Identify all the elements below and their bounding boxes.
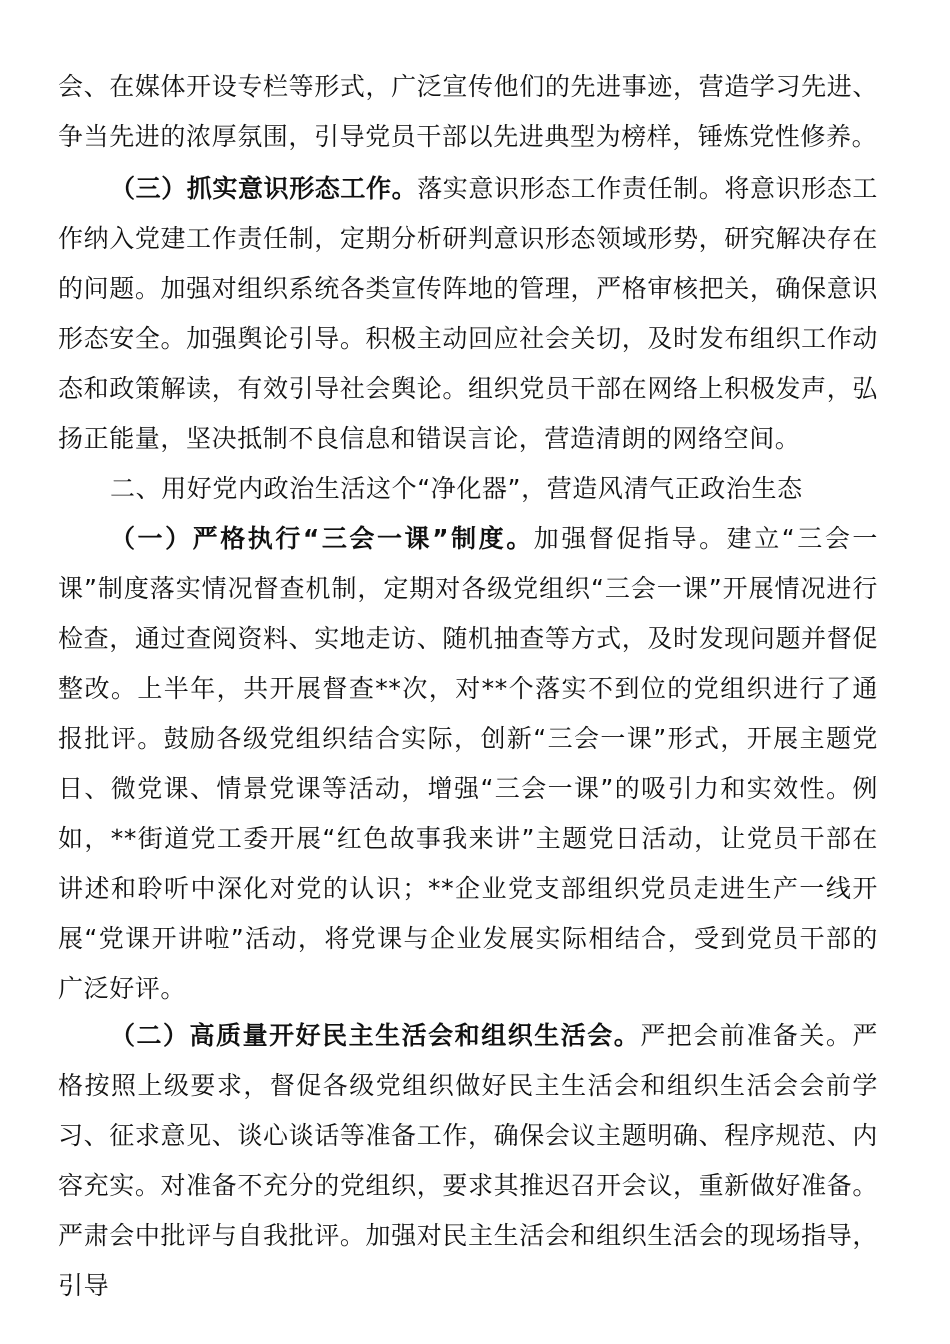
paragraph-democratic-life-meeting [58,1011,878,1311]
paragraph-heading: （二）高质量开好民主生活会和组织生活会。 [110,1021,641,1050]
section-heading-text: 二、用好党内政治生活这个“净化器”，营造风清气正政治生态 [110,474,803,503]
paragraph-three-meetings [58,514,878,1014]
paragraph-text: 严把会前准备关。严格按照上级要求，督促各级党组织做好民主生活会和组织生活会会前学习、征求意见、谈心谈话等准备工作，确保会议主题明确、程序规范、内容充实。对准备不充分的党组织，要求其推迟召开会议，重新做好准备。严肃会中批评与自我批评。加强对民主生活会和组织生活会的现场指导，引导 [58,1021,878,1300]
paragraph-heading: （一）严格执行“三会一课”制度。 [110,524,534,553]
section-heading-two [58,464,878,514]
paragraph-heading: （三）抓实意识形态工作。 [110,174,418,203]
paragraph-continuation [58,62,878,162]
paragraph-text: 加强督促指导。建立“三会一课”制度落实情况督查机制，定期对各级党组织“三会一课”开展情况进行检查，通过查阅资料、实地走访、随机抽查等方式，及时发现问题并督促整改。上半年，共开展督查**次，对**个落实不到位的党组织进行了通报批评。鼓励各级党组织结合实际，创新“三会一课”形式，开展主题党日、微党课、情景党课等活动，增强“三会一课”的吸引力和实效性。例如，**街道党工委开展“红色故事我来讲”主题党日活动，让党员干部在讲述和聆听中深化对党的认识；**企业党支部组织党员走进生产一线开展“党课开讲啦”活动，将党课与企业发展实际相结合，受到党员干部的广泛好评。 [58,524,878,1003]
paragraph-text: 会、在媒体开设专栏等形式，广泛宣传他们的先进事迹，营造学习先进、争当先进的浓厚氛围，引导党员干部以先进典型为榜样，锤炼党性修养。 [58,72,878,151]
paragraph-text: 落实意识形态工作责任制。将意识形态工作纳入党建工作责任制，定期分析研判意识形态领域形势，研究解决存在的问题。加强对组织系统各类宣传阵地的管理，严格审核把关，确保意识形态安全。加强舆论引导。积极主动回应社会关切，及时发布组织工作动态和政策解读，有效引导社会舆论。组织党员干部在网络上积极发声，弘扬正能量，坚决抵制不良信息和错误言论，营造清朗的网络空间。 [58,174,879,453]
paragraph-ideology-work [58,164,878,464]
